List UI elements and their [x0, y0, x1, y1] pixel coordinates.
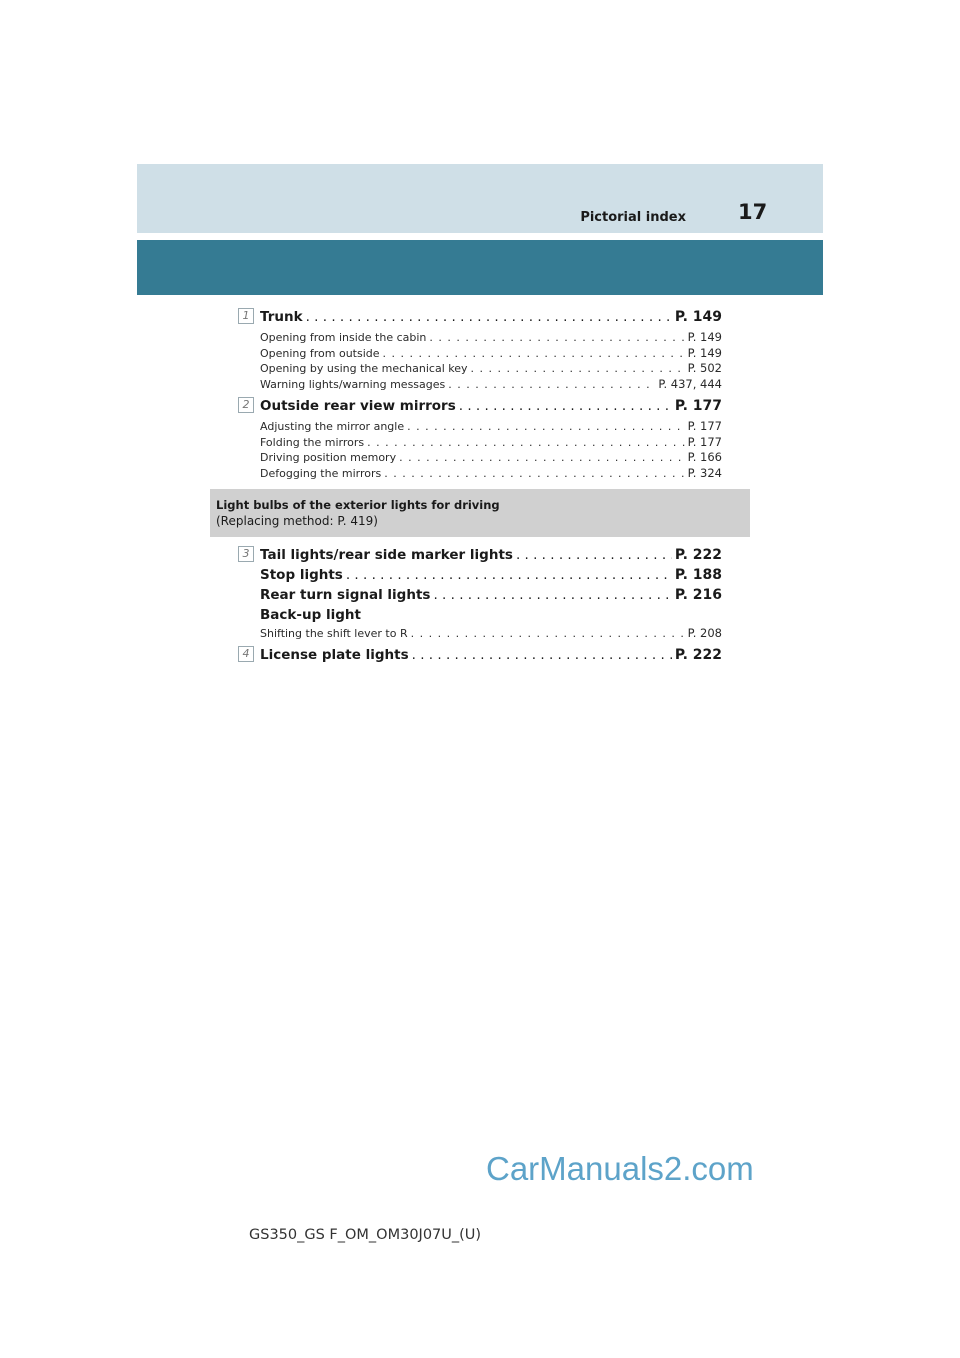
- sub-label: Warning lights/warning messages: [260, 377, 446, 391]
- sub-label: Driving position memory: [260, 451, 397, 464]
- leader-dots: [429, 330, 684, 346]
- main-row: [260, 565, 722, 585]
- entry-label: Outside rear view mirrors: [260, 398, 456, 414]
- sub-label: Defogging the mirrors: [260, 466, 382, 480]
- leader-dots: [399, 450, 685, 466]
- sub-label: Opening from outside: [260, 346, 380, 360]
- main-row: [260, 307, 722, 327]
- main-row: [260, 645, 722, 665]
- leader-dots: [516, 545, 672, 565]
- page-ref: P. 502: [687, 361, 722, 375]
- sub-row: [260, 346, 722, 362]
- index-entry-license-plate: [260, 645, 722, 665]
- leader-dots: [407, 419, 685, 435]
- sub-label: Opening by using the mechanical key: [260, 362, 468, 375]
- leader-dots: [448, 377, 655, 393]
- sub-row: [260, 466, 722, 482]
- section-bar-title: Light bulbs of the exterior lights for driving: [216, 498, 500, 512]
- page-ref: P. 149: [687, 345, 722, 360]
- page-ref: P. 437, 444: [658, 376, 722, 391]
- watermark-logo: CarManuals2.com: [486, 1150, 754, 1187]
- sub-row: [260, 330, 722, 346]
- entry-label: Rear turn signal lights: [260, 587, 431, 603]
- page-ref: P. 222: [674, 647, 722, 663]
- main-row: [260, 605, 722, 625]
- page-ref: P. 177: [687, 434, 722, 449]
- index-entry-rear-lights: [260, 545, 722, 642]
- header-band: [137, 164, 823, 233]
- page-ref: P. 166: [687, 450, 722, 464]
- leader-dots: [459, 396, 672, 416]
- page-ref: P. 324: [687, 465, 722, 480]
- sub-label: Opening from inside the cabin: [260, 331, 427, 344]
- entry-label: Stop lights: [260, 567, 343, 583]
- sub-row: [260, 361, 722, 377]
- entry-label: Tail lights/rear side marker lights: [260, 547, 513, 563]
- page-ref: P. 149: [687, 330, 722, 344]
- sub-label: Folding the mirrors: [260, 435, 365, 449]
- leader-dots: [306, 307, 672, 327]
- entry-label: License plate lights: [260, 647, 409, 663]
- leader-dots: [383, 346, 685, 362]
- entry-label: Trunk: [260, 309, 303, 325]
- main-row: [260, 396, 722, 416]
- entry-label: Back-up light: [260, 607, 361, 623]
- index-entry-mirrors: [260, 396, 722, 481]
- page-ref: P. 177: [687, 419, 722, 433]
- page-ref: P. 216: [674, 587, 722, 603]
- page-ref: P. 208: [687, 626, 722, 640]
- leader-dots: [471, 361, 685, 377]
- leader-dots: [367, 435, 684, 451]
- page-ref: P. 177: [674, 398, 722, 414]
- leader-dots: [412, 645, 672, 665]
- leader-dots: [384, 466, 684, 482]
- item-number-3: 3: [238, 546, 254, 562]
- leader-dots: [433, 585, 671, 605]
- sub-row: [260, 435, 722, 451]
- page-ref: P. 149: [674, 309, 722, 325]
- leader-dots: [346, 565, 672, 585]
- main-row: [260, 585, 722, 605]
- section-bar-note: (Replacing method: P. 419): [216, 514, 378, 528]
- section-title: Pictorial index: [580, 210, 686, 225]
- document-code: GS350_GS F_OM_OM30J07U_(U): [249, 1227, 482, 1243]
- main-row: [260, 545, 722, 565]
- sub-row: [260, 419, 722, 435]
- index-entry-trunk: [260, 307, 722, 392]
- item-number-4: 4: [238, 646, 254, 662]
- page-ref: P. 222: [674, 547, 722, 563]
- header-bar: [137, 240, 823, 295]
- sub-row: [260, 626, 722, 642]
- sub-row: [260, 450, 722, 466]
- sub-label: Adjusting the mirror angle: [260, 420, 405, 433]
- item-number-2: 2: [238, 397, 254, 413]
- sub-row: [260, 377, 722, 393]
- item-number-1: 1: [238, 308, 254, 324]
- page-number: 17: [738, 200, 768, 224]
- sub-label: Shifting the shift lever to R: [260, 627, 408, 640]
- section-bar: [210, 489, 750, 537]
- page-ref: P. 188: [674, 567, 722, 583]
- leader-dots: [411, 626, 685, 642]
